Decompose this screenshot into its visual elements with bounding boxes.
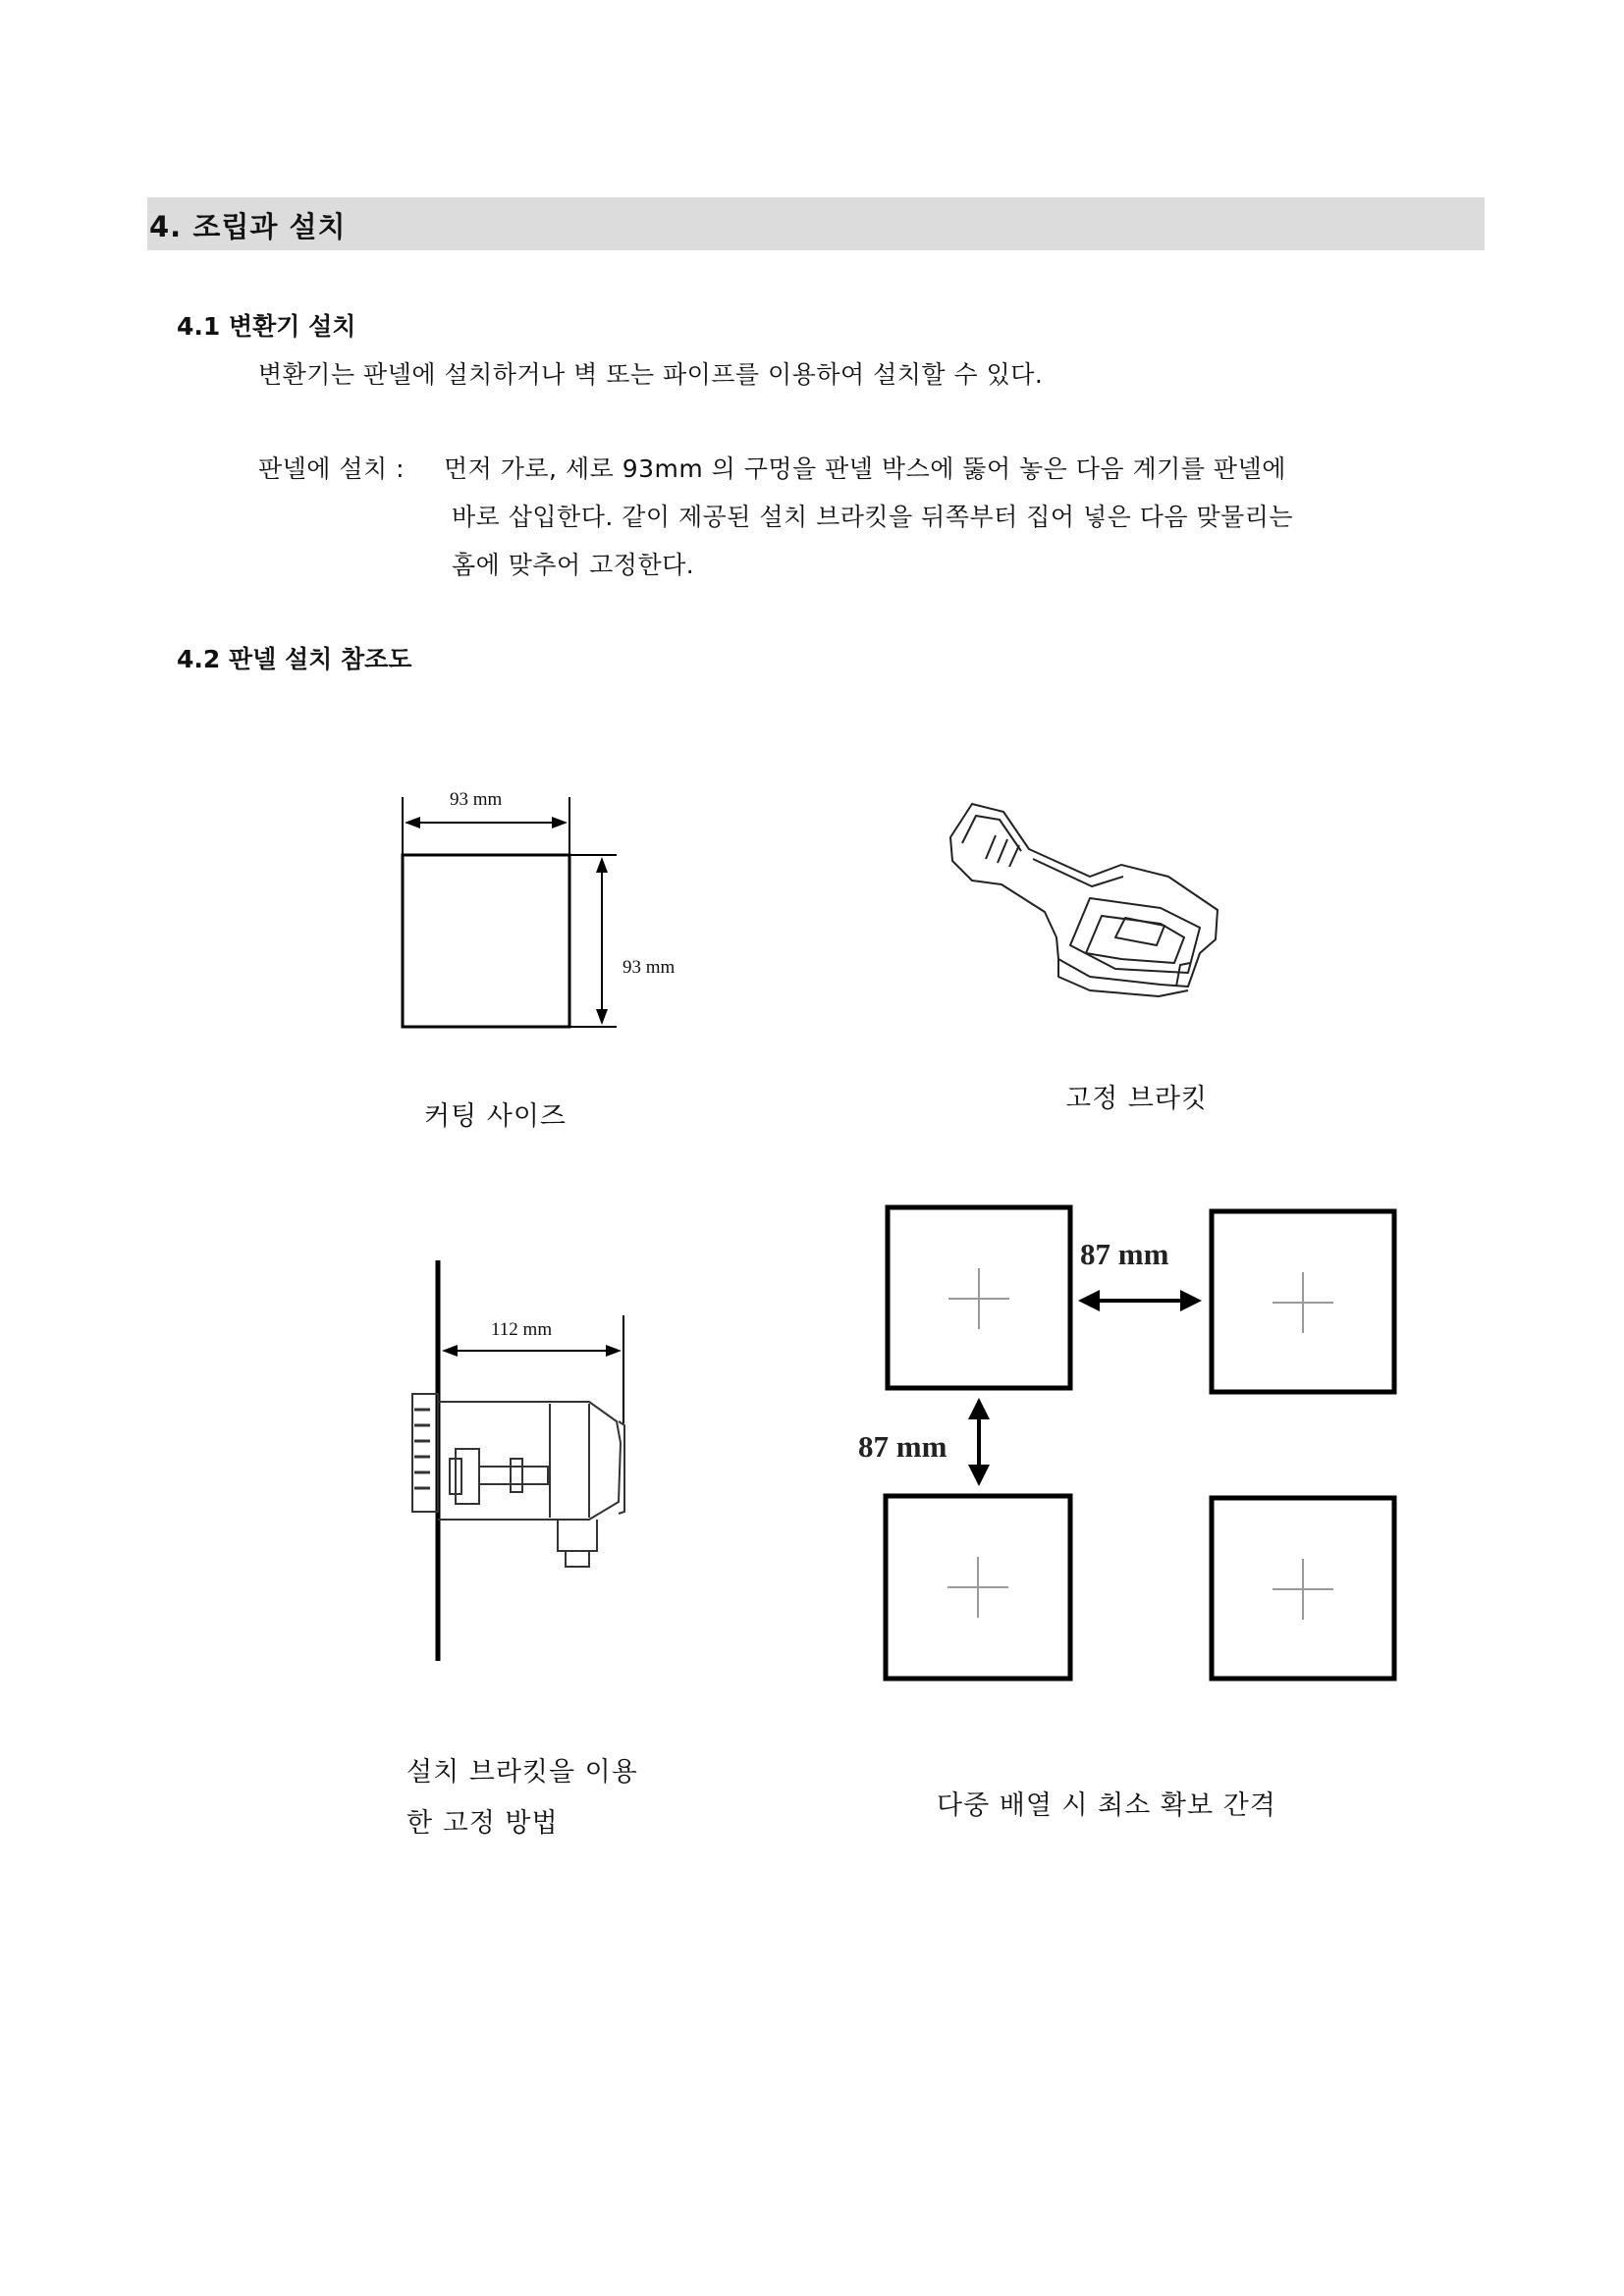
panel-install-line-3: 홈에 맞추어 고정한다. — [452, 551, 695, 579]
section-title-text: 조립과 설치 — [192, 210, 347, 243]
horizontal-spacing-label: 87 mm — [1080, 1237, 1169, 1271]
mounting-side-view-diagram — [393, 1256, 648, 1669]
cutting-size-diagram — [393, 785, 707, 1041]
cutting-width-label: 93 mm — [450, 789, 503, 810]
intro-paragraph: 변환기는 판넬에 설치하거나 벽 또는 파이프를 이용하여 설치할 수 있다. — [258, 360, 1044, 389]
cutting-size-caption: 커팅 사이즈 — [424, 1101, 567, 1132]
spacing-caption: 다중 배열 시 최소 확보 간격 — [937, 1790, 1276, 1821]
mounting-depth-label: 112 mm — [491, 1319, 553, 1340]
panel-install-label: 판넬에 설치 : — [258, 454, 406, 483]
bracket-illustration — [943, 790, 1237, 996]
section-title — [149, 205, 346, 245]
mounting-caption-line-2: 한 고정 방법 — [406, 1808, 559, 1839]
cutting-height-label: 93 mm — [623, 957, 676, 978]
panel-install-line-2: 바로 삽입한다. 같이 제공된 설치 브라킷을 뒤쪽부터 집어 넣은 다음 맞물리는 — [452, 503, 1294, 531]
bracket-caption: 고정 브라킷 — [1065, 1084, 1208, 1114]
section-number: 4. — [149, 210, 183, 243]
section-header-bar — [147, 197, 1485, 250]
mounting-caption-line-1: 설치 브라킷을 이용 — [406, 1757, 638, 1788]
subsection-heading-4-2: 4.2 판넬 설치 참조도 — [177, 645, 412, 673]
subsection-heading-4-1: 4.1 변환기 설치 — [177, 312, 356, 341]
vertical-spacing-label: 87 mm — [858, 1429, 947, 1464]
panel-install-line-1: 먼저 가로, 세로 93mm 의 구멍을 판넬 박스에 뚫어 놓은 다음 계기를 판넬에 — [444, 454, 1286, 483]
